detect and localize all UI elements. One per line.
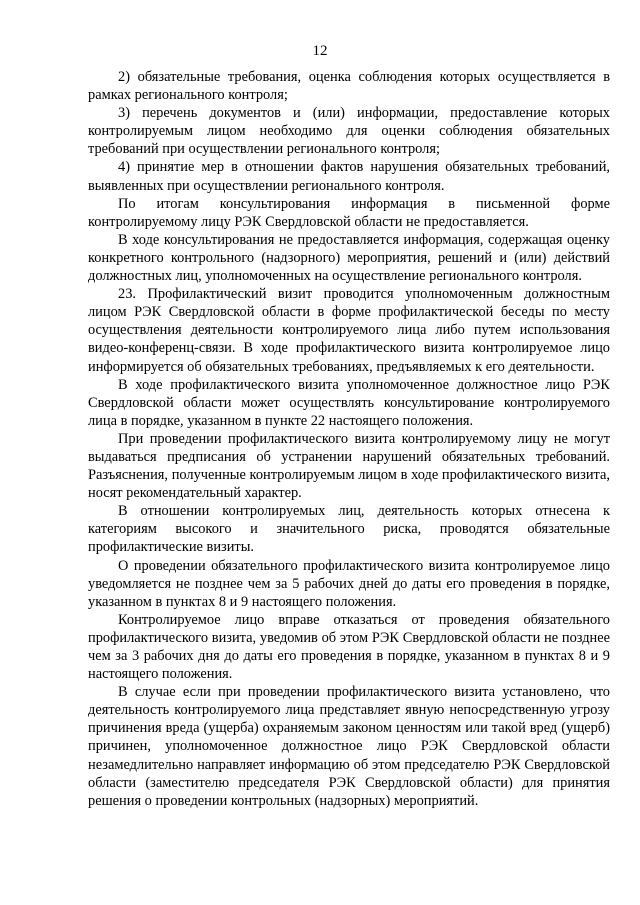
paragraph-visit-consulting: В ходе профилактического визита уполномоченное должностное лицо РЭК Свердловской области может осуществлять консультирование контролируемого лица в порядке, указанном в пункте 22 настоящего положения. (88, 376, 610, 429)
paragraph-clause-23: 23. Профилактический визит проводится уполномоченным должностным лицом РЭК Свердловской области в форме профилактической беседы по месту осуществления деятельности контролируемого лица либо путем использования видео-конференц-связи. В ходе профилактического визита контролируемое лицо информируется об обязательных требованиях, предъявляемых к его деятельности. (88, 286, 610, 375)
document-body (88, 68, 610, 810)
paragraph-visit-no-orders: При проведении профилактического визита контролируемому лицу не могут выдаваться предписания об устранении нарушений обязательных требований. Разъяснения, полученные контролируемым лицом в ходе профилактического визита, носят рекомендательный характер. (88, 430, 610, 502)
paragraph-consultation-result: По итогам консультирования информация в письменной форме контролируемому лицу РЭК Свердловской области не предоставляется. (88, 195, 610, 230)
paragraph-consultation-restriction: В ходе консультирования не предоставляется информация, содержащая оценку конкретного контрольного (надзорного) мероприятия, решений и (или) действий должностных лиц, уполномоченных на осуществление регионального контроля. (88, 231, 610, 285)
page-number: 12 (312, 43, 328, 59)
paragraph-mandatory-visits: В отношении контролируемых лиц, деятельность которых отнесена к категориям высокого и значительного риска, проводятся обязательные профилактические визиты. (88, 503, 610, 556)
paragraph-visit-notification: О проведении обязательного профилактического визита контролируемое лицо уведомляется не позднее чем за 5 рабочих дней до даты его проведения в порядке, указанном в пунктах 8 и 9 настоящего положения. (88, 557, 610, 610)
paragraph-item-4: 4) принятие мер в отношении фактов нарушения обязательных требований, выявленных при осуществлении регионального контроля. (88, 159, 610, 194)
paragraph-item-3: 3) перечень документов и (или) информации, предоставление которых контролируемым лицом необходимо для оценки соблюдения обязательных требований при осуществлении регионального контроля; (88, 105, 610, 158)
paragraph-visit-refusal: Контролируемое лицо вправе отказаться от проведения обязательного профилактического визита, уведомив об этом РЭК Свердловской области не позднее чем за 3 рабочих дня до даты его проведения в порядке, указанном в пунктах 8 и 9 настоящего положения. (88, 611, 610, 683)
paragraph-item-2: 2) обязательные требования, оценка соблюдения которых осуществляется в рамках регионального контроля; (88, 69, 610, 104)
paragraph-threat-case: В случае если при проведении профилактического визита установлено, что деятельность контролируемого лица представляет явную непосредственную угрозу причинения вреда (ущерба) охраняемым законом ценностям или такой вред (ущерб) причинен, уполномоченное должностное лицо РЭК Свердловской области незамедлительно направляет информацию об этом председателю РЭК Свердловской области (заместителю председателя РЭК Свердловской области) для принятия решения о проведении контрольных (надзорных) мероприятий. (88, 684, 610, 809)
